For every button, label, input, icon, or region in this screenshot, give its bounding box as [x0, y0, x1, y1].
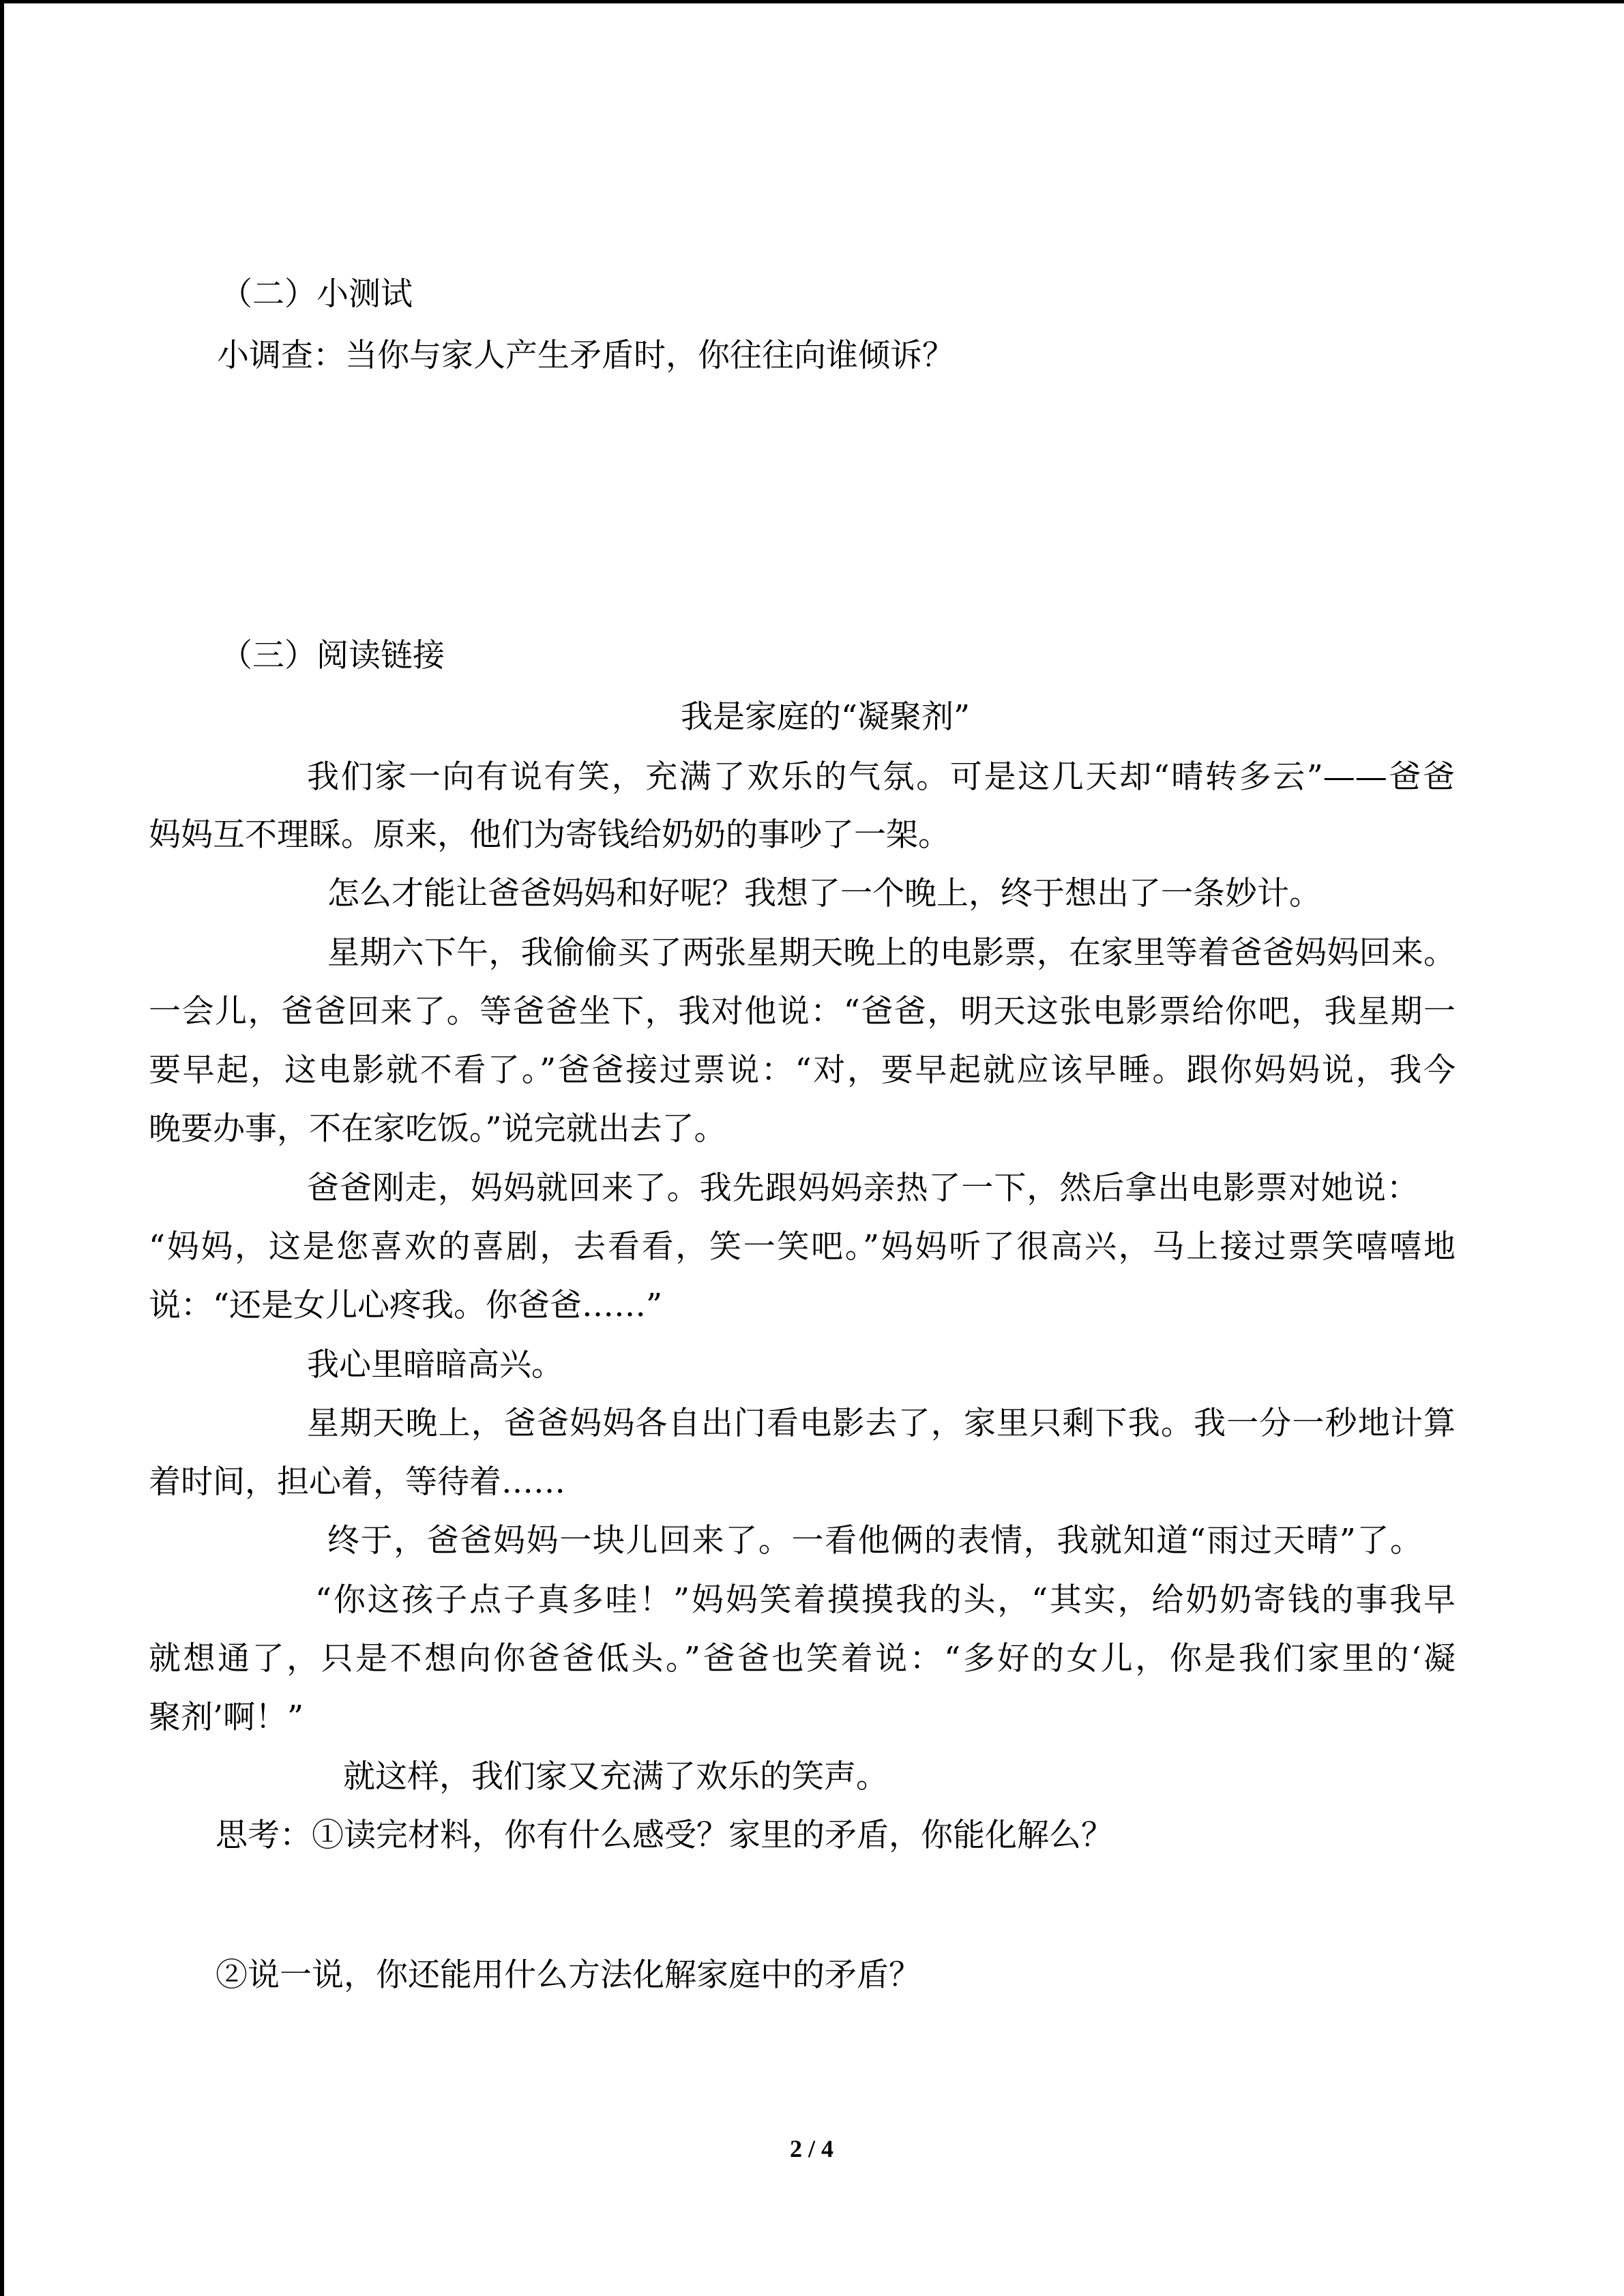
story-line: 就这样，我们家又充满了欢乐的笑声。	[343, 1758, 888, 1795]
story-line: 就想通了，只是不想向你爸爸低头。”爸爸也笑着说：“多好的女儿，你是我们家里的‘凝	[149, 1640, 1456, 1678]
story-line: 妈妈互不理睬。原来，他们为寄钱给奶奶的事吵了一架。	[149, 816, 950, 854]
story-line: 晚要办事，不在家吃饭。”说完就出去了。	[149, 1110, 726, 1148]
section-heading-test: （二）小测试	[220, 275, 413, 313]
story-line: “你这孩子点子真多哇！”妈妈笑着摸摸我的头，“其实，给奶奶寄钱的事我早	[315, 1581, 1456, 1619]
page-number: 2 / 4	[789, 2135, 833, 2162]
thinking-question-2: ②说一说，你还能用什么方法化解家庭中的矛盾？	[216, 1956, 921, 1994]
story-title: 我是家庭的“凝聚剂”	[681, 698, 971, 736]
story-line: 我心里暗暗高兴。	[307, 1346, 563, 1384]
survey-question: 小调查：当你与家人产生矛盾时，你往往向谁倾诉？	[217, 337, 954, 374]
story-line: 说：“还是女儿心疼我。你爸爸……”	[149, 1287, 663, 1324]
story-line: 爸爸刚走，妈妈就回来了。我先跟妈妈亲热了一下，然后拿出电影票对她说：	[307, 1169, 1419, 1207]
story-line: 要早起，这电影就不看了。”爸爸接过票说：“对，要早起就应该早睡。跟你妈妈说，我今	[149, 1052, 1456, 1089]
thinking-question-1: 思考：①读完材料，你有什么感受？家里的矛盾，你能化解么？	[216, 1817, 1113, 1854]
story-line: “妈妈，这是您喜欢的喜剧，去看看，笑一笑吧。”妈妈听了很高兴，马上接过票笑嘻嘻地	[149, 1228, 1456, 1266]
page-top-border	[0, 0, 1624, 3]
story-line: 聚剂’啊！”	[149, 1699, 304, 1736]
story-line: 着时间，担心着，等待着……	[149, 1463, 565, 1501]
story-line: 星期天晚上，爸爸妈妈各自出门看电影去了，家里只剩下我。我一分一秒地计算	[307, 1405, 1456, 1442]
story-line: 我们家一向有说有笑，充满了欢乐的气氛。可是这几天却“晴转多云”——爸爸	[307, 758, 1455, 796]
story-line: 怎么才能让爸爸妈妈和好呢？我想了一个晚上，终于想出了一条妙计。	[327, 875, 1321, 912]
section-heading-reading: （三）阅读链接	[220, 637, 445, 674]
story-line: 终于，爸爸妈妈一块儿回来了。一看他俩的表情，我就知道“雨过天晴”了。	[327, 1522, 1422, 1560]
story-line: 星期六下午，我偷偷买了两张星期天晚上的电影票，在家里等着爸爸妈妈回来。	[327, 934, 1456, 972]
page-left-border	[0, 0, 4, 2296]
story-line: 一会儿，爸爸回来了。等爸爸坐下，我对他说：“爸爸，明天这张电影票给你吧，我星期一	[149, 993, 1456, 1030]
